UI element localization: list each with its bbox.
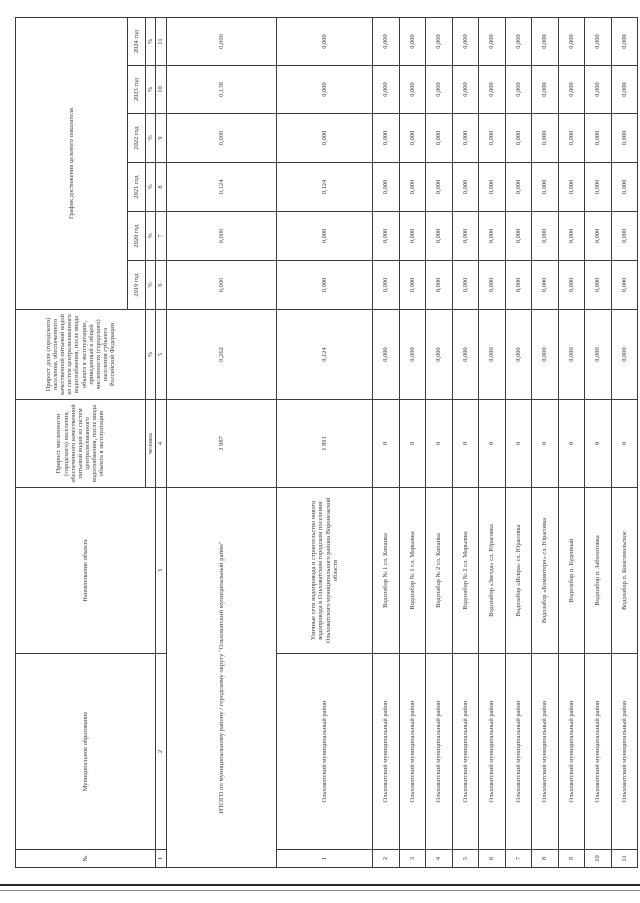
row-municipality: Ольховатский муниципальный район (479, 654, 506, 850)
row-value-2023: 0,000 (585, 66, 612, 114)
header-municipality: Муниципальное образование (16, 654, 156, 850)
row-value-2023: 0,000 (611, 66, 638, 114)
row-value-2021: 0,000 (611, 163, 638, 212)
total-label: ИТОГО по муниципальному району / городскому округу "Ольховатский муниципальный район" (167, 488, 277, 868)
row-value-2022: 0,000 (505, 114, 532, 163)
row-value-2022: 0,000 (426, 114, 453, 163)
colnum-1: 1 (156, 850, 167, 868)
colnum-6: 6 (156, 261, 167, 310)
row-value-2022: 0,000 (399, 114, 426, 163)
row-value-2023: 0,000 (277, 66, 373, 114)
table-row (611, 17, 638, 867)
row-value-2022: 0,000 (611, 114, 638, 163)
header-year-2024: 2024 год (128, 17, 146, 65)
page-bottom-edge-shadow (0, 890, 640, 891)
row-value-2019: 0,000 (479, 261, 506, 310)
table-body (16, 17, 638, 867)
row-municipality: Ольховатский муниципальный район (426, 654, 453, 850)
total-row (167, 17, 277, 867)
row-object-name: Водозабор п. Заболотовка (585, 488, 612, 654)
row-value-2021: 0,000 (558, 163, 585, 212)
row-people: 0 (373, 400, 400, 488)
row-value-2020: 0,000 (452, 212, 479, 261)
row-value-2020: 0,000 (505, 212, 532, 261)
row-people: 0 (399, 400, 426, 488)
row-value-2020: 0,000 (558, 212, 585, 261)
row-num: 1 (277, 850, 373, 868)
row-share: 0,000 (585, 310, 612, 400)
row-municipality: Ольховатский муниципальный район (585, 654, 612, 850)
row-value-2023: 0,000 (479, 66, 506, 114)
row-value-2019: 0,000 (426, 261, 453, 310)
table-row (452, 17, 479, 867)
row-share: 0,000 (532, 310, 559, 400)
row-value-2023: 0,000 (532, 66, 559, 114)
row-value-2020: 0,000 (373, 212, 400, 261)
unit-2023: % (146, 66, 156, 114)
row-object-name: Водозабор № 1 сл. Марьевка (399, 488, 426, 654)
rotated-document-page (15, 18, 628, 868)
header-year-2020: 2020 год (128, 212, 146, 261)
row-municipality: Ольховатский муниципальный район (558, 654, 585, 850)
total-value-2022: 0,000 (167, 114, 277, 163)
row-object-name: Водозабор № 2 сл. Марьевка (452, 488, 479, 654)
table-row (426, 17, 453, 867)
header-year-2023: 2023 год (128, 66, 146, 114)
row-people: 0 (585, 400, 612, 488)
row-value-2024: 0,000 (611, 17, 638, 65)
row-share: 0,000 (479, 310, 506, 400)
row-value-2024: 0,000 (532, 17, 559, 65)
row-people: 0 (505, 400, 532, 488)
unit-2019: % (146, 261, 156, 310)
row-num: 4 (426, 850, 453, 868)
row-object-name: Водозабор «Коминтерн» сл. Юрасовка (532, 488, 559, 654)
row-value-2023: 0,000 (426, 66, 453, 114)
row-value-2023: 0,000 (505, 66, 532, 114)
row-value-2022: 0,000 (373, 114, 400, 163)
row-object-name: Водозабор «Искра» сл. Юрасовка (505, 488, 532, 654)
row-value-2019: 0,000 (585, 261, 612, 310)
row-value-2021: 0,124 (277, 163, 373, 212)
row-value-2021: 0,000 (585, 163, 612, 212)
row-num: 2 (373, 850, 400, 868)
row-num: 3 (399, 850, 426, 868)
unit-2021: % (146, 163, 156, 212)
row-value-2022: 0,000 (277, 114, 373, 163)
row-value-2023: 0,000 (452, 66, 479, 114)
table-row (532, 17, 559, 867)
header-object-name: Наименование объекта (16, 488, 156, 654)
row-value-2022: 0,000 (585, 114, 612, 163)
row-people: 0 (479, 400, 506, 488)
table-row (479, 17, 506, 867)
table-row (399, 17, 426, 867)
colnum-7: 7 (156, 212, 167, 261)
row-value-2022: 0,000 (452, 114, 479, 163)
row-num: 10 (585, 850, 612, 868)
row-value-2019: 0,000 (452, 261, 479, 310)
row-value-2024: 0,000 (479, 17, 506, 65)
row-share: 0,000 (452, 310, 479, 400)
table-row (585, 17, 612, 867)
row-share: 0,000 (373, 310, 400, 400)
colnum-10: 10 (156, 66, 167, 114)
total-value-2024: 0,000 (167, 17, 277, 65)
row-value-2024: 0,000 (558, 17, 585, 65)
colnum-5: 5 (156, 310, 167, 400)
row-object-name: Водозабор п. Комсомольское (611, 488, 638, 654)
row-value-2024: 0,000 (505, 17, 532, 65)
row-value-2021: 0,000 (373, 163, 400, 212)
row-object-name: Водозабор «Звезда» сл. Юрасовка (479, 488, 506, 654)
unit-2024: % (146, 17, 156, 65)
row-municipality: Ольховатский муниципальный район (373, 654, 400, 850)
row-value-2024: 0,000 (452, 17, 479, 65)
row-share: 0,000 (399, 310, 426, 400)
row-value-2021: 0,000 (426, 163, 453, 212)
total-value-2020: 0,000 (167, 212, 277, 261)
total-value-2019: 0,000 (167, 261, 277, 310)
row-num: 11 (611, 850, 638, 868)
unit-2020: % (146, 212, 156, 261)
row-num: 7 (505, 850, 532, 868)
row-municipality: Ольховатский муниципальный район (611, 654, 638, 850)
row-value-2023: 0,000 (373, 66, 400, 114)
row-value-2019: 0,000 (399, 261, 426, 310)
unit-people: человек (146, 400, 156, 488)
header-growth-people: Прирост численности (городского) населения, обеспеченного качественной питьевой водой из систем централизованного водоснабжения, после ввода объекта в эксплуатацию (16, 400, 146, 488)
row-value-2020: 0,000 (479, 212, 506, 261)
total-people: 3 987 (167, 400, 277, 488)
row-value-2020: 0,000 (585, 212, 612, 261)
row-value-2020: 0,000 (532, 212, 559, 261)
row-num: 8 (532, 850, 559, 868)
row-value-2019: 0,000 (611, 261, 638, 310)
header-growth-share: Прирост доли (городского) населения, обеспеченного качественной питьевой водой из систем централизованного водоснабжения, после ввода объекта в эксплуатацию, приведенный к общей численности (городского) населения субъекта Российской Федерации (16, 310, 146, 400)
row-municipality: Ольховатский муниципальный район (532, 654, 559, 850)
header-schedule: График достижения целевого показателя (16, 17, 128, 309)
colnum-9: 9 (156, 114, 167, 163)
row-people: 0 (611, 400, 638, 488)
row-share: 0,000 (611, 310, 638, 400)
row-value-2024: 0,000 (277, 17, 373, 65)
total-value-2021: 0,124 (167, 163, 277, 212)
row-value-2019: 0,000 (558, 261, 585, 310)
row-value-2024: 0,000 (399, 17, 426, 65)
header-year-2022: 2022 год (128, 114, 146, 163)
row-value-2024: 0,000 (585, 17, 612, 65)
target-indicator-table (15, 17, 638, 868)
header-row (16, 17, 128, 867)
colnum-3: 3 (156, 488, 167, 654)
row-value-2019: 0,000 (373, 261, 400, 310)
row-value-2019: 0,000 (532, 261, 559, 310)
row-people: 0 (532, 400, 559, 488)
total-value-2023: 0,138 (167, 66, 277, 114)
row-num: 6 (479, 850, 506, 868)
row-value-2021: 0,000 (532, 163, 559, 212)
row-value-2022: 0,000 (558, 114, 585, 163)
row-value-2019: 0,000 (505, 261, 532, 310)
row-value-2021: 0,000 (505, 163, 532, 212)
row-value-2023: 0,000 (399, 66, 426, 114)
row-object-name: Водозабор № 1 сл. Копанка (373, 488, 400, 654)
header-year-2021: 2021 год (128, 163, 146, 212)
row-num: 5 (452, 850, 479, 868)
header-year-2019: 2019 год (128, 261, 146, 310)
table-row (558, 17, 585, 867)
row-municipality: Ольховатский муниципальный район (452, 654, 479, 850)
header-num: № (16, 850, 156, 868)
colnum-2: 2 (156, 654, 167, 850)
row-municipality: Ольховатский муниципальный район (505, 654, 532, 850)
row-people: 0 (452, 400, 479, 488)
row-value-2021: 0,000 (399, 163, 426, 212)
row-municipality: Ольховатский муниципальный район (277, 654, 373, 850)
row-value-2019: 0,000 (277, 261, 373, 310)
colnum-11: 11 (156, 17, 167, 65)
total-share: 0,262 (167, 310, 277, 400)
row-share: 0,124 (277, 310, 373, 400)
row-object-name: Водозабор п. Буденный (558, 488, 585, 654)
row-object-name: Уличные сети водопровода и строительство нового водопровода в Ольховатском городском поселении Ольховатского муниципального района Воронежской области (277, 488, 373, 654)
row-object-name: Водозабор № 2 сл. Копанка (426, 488, 453, 654)
row-share: 0,000 (558, 310, 585, 400)
colnum-8: 8 (156, 163, 167, 212)
row-value-2020: 0,000 (277, 212, 373, 261)
column-numbers-row (156, 17, 167, 867)
row-value-2022: 0,000 (479, 114, 506, 163)
row-municipality: Ольховатский муниципальный район (399, 654, 426, 850)
table-row (373, 17, 400, 867)
row-value-2021: 0,000 (479, 163, 506, 212)
row-share: 0,000 (505, 310, 532, 400)
row-value-2020: 0,000 (426, 212, 453, 261)
row-value-2022: 0,000 (532, 114, 559, 163)
row-people: 0 (426, 400, 453, 488)
row-people: 1 891 (277, 400, 373, 488)
row-share: 0,000 (426, 310, 453, 400)
row-value-2020: 0,000 (399, 212, 426, 261)
row-people: 0 (558, 400, 585, 488)
row-value-2021: 0,000 (452, 163, 479, 212)
unit-2022: % (146, 114, 156, 163)
row-value-2024: 0,000 (426, 17, 453, 65)
row-value-2020: 0,000 (611, 212, 638, 261)
table-row (505, 17, 532, 867)
colnum-4: 4 (156, 400, 167, 488)
row-value-2024: 0,000 (373, 17, 400, 65)
table-row (277, 17, 373, 867)
row-value-2023: 0,000 (558, 66, 585, 114)
page-bottom-edge (0, 884, 640, 886)
row-num: 9 (558, 850, 585, 868)
unit-share: % (146, 310, 156, 400)
